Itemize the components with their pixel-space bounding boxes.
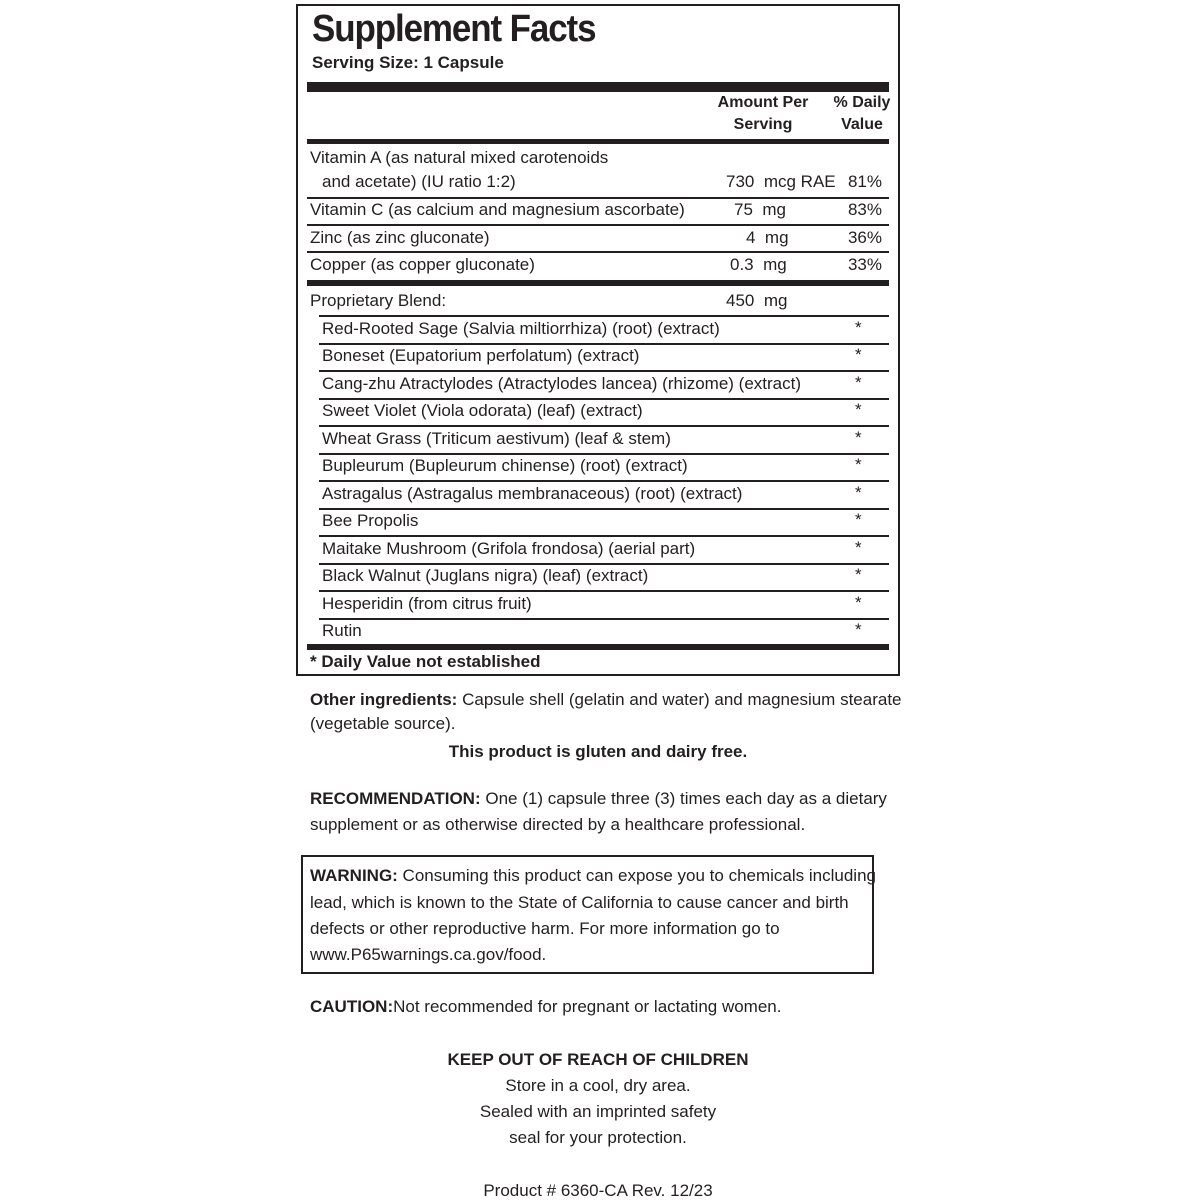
dv-not-established-mark: * — [855, 510, 862, 529]
blend-item: Sweet Violet (Viola odorata) (leaf) (extract) — [322, 401, 643, 420]
blend-item: Maitake Mushroom (Grifola frondosa) (aerial part) — [322, 539, 696, 558]
row-rule — [319, 370, 889, 372]
row-rule — [319, 453, 889, 455]
blend-name: Proprietary Blend: — [310, 291, 447, 310]
row-rule — [319, 590, 889, 592]
thick-divider — [307, 82, 889, 92]
nutrient-amount: 75 mg — [734, 200, 786, 219]
blend-divider — [307, 280, 889, 286]
other-ingredients: Other ingredients: Capsule shell (gelatin and water) and magnesium stearate — [310, 690, 902, 709]
nutrient-amount: 4 mg — [746, 228, 789, 247]
row-rule — [319, 315, 889, 317]
blend-item: Astragalus (Astragalus membranaceous) (root) (extract) — [322, 484, 743, 503]
blend-item: Rutin — [322, 621, 362, 640]
nutrient-dv: 36% — [847, 228, 882, 247]
blend-item: Wheat Grass (Triticum aestivum) (leaf & stem) — [322, 429, 671, 448]
serving-size: Serving Size: 1 Capsule — [312, 53, 504, 72]
row-rule — [307, 251, 889, 253]
supplement-facts-panel — [296, 4, 900, 676]
bottom-divider — [307, 644, 889, 650]
storage-line: seal for your protection. — [509, 1128, 687, 1147]
row-rule — [319, 480, 889, 482]
dv-not-established-mark: * — [855, 483, 862, 502]
warning-text: WARNING: Consuming this product can expose you to chemicals including — [310, 866, 876, 885]
dv-not-established-mark: * — [855, 565, 862, 584]
warning-link: www.P65warnings.ca.gov/food. — [310, 945, 547, 964]
keep-out-of-reach: KEEP OUT OF REACH OF CHILDREN — [447, 1050, 749, 1069]
nutrient-name-cont: and acetate) (IU ratio 1:2) — [322, 172, 516, 191]
nutrient-amount: 0.3 mg — [730, 255, 787, 274]
nutrient-name: Copper (as copper gluconate) — [310, 255, 535, 274]
storage-line: Store in a cool, dry area. — [505, 1076, 691, 1095]
amount-per-serving-header: Amount Per Serving — [717, 94, 809, 133]
row-rule — [319, 535, 889, 537]
nutrient-dv: 33% — [847, 255, 882, 274]
dv-not-established-mark: * — [855, 538, 862, 557]
storage-line: Sealed with an imprinted safety — [479, 1102, 717, 1121]
dv-not-established-mark: * — [855, 455, 862, 474]
daily-value-footnote: * Daily Value not established — [310, 652, 541, 671]
blend-item: Red-Rooted Sage (Salvia miltiorrhiza) (root) (extract) — [322, 319, 720, 338]
nutrient-name: Vitamin A (as natural mixed carotenoids — [310, 148, 609, 167]
nutrient-name: Vitamin C (as calcium and magnesium ascorbate) — [310, 200, 685, 219]
warning-text-line3: defects or other reproductive harm. For more information go to — [310, 919, 780, 938]
nutrient-amount: 730 mcg RAE — [726, 172, 836, 191]
caution: CAUTION:Not recommended for pregnant or lactating women. — [310, 997, 782, 1016]
blend-item: Cang-zhu Atractylodes (Atractylodes lancea) (rhizome) (extract) — [322, 374, 802, 393]
row-rule — [319, 508, 889, 510]
nutrient-dv: 83% — [847, 200, 882, 219]
row-rule — [319, 563, 889, 565]
row-rule — [319, 398, 889, 400]
daily-value-header: % Daily Value — [833, 94, 891, 133]
row-rule — [319, 425, 889, 427]
blend-item: Boneset (Eupatorium perfolatum) (extract) — [322, 346, 640, 365]
blend-amount: 450 mg — [726, 291, 788, 310]
gluten-free-statement: This product is gluten and dairy free. — [448, 742, 748, 761]
product-code: Product # 6360-CA Rev. 12/23 — [483, 1181, 713, 1200]
blend-item: Bee Propolis — [322, 511, 419, 530]
blend-item: Black Walnut (Juglans nigra) (leaf) (extract) — [322, 566, 649, 585]
dv-not-established-mark: * — [855, 373, 862, 392]
recommendation-cont: supplement or as otherwise directed by a healthcare professional. — [310, 815, 806, 834]
other-ingredients-cont: (vegetable source). — [310, 714, 456, 733]
dv-not-established-mark: * — [855, 593, 862, 612]
panel-title: Supplement Facts — [312, 8, 596, 50]
dv-not-established-mark: * — [855, 620, 862, 639]
header-divider — [307, 139, 889, 144]
blend-item: Bupleurum (Bupleurum chinense) (root) (extract) — [322, 456, 688, 475]
warning-text-line2: lead, which is known to the State of California to cause cancer and birth — [310, 893, 849, 912]
recommendation: RECOMMENDATION: One (1) capsule three (3) times each day as a dietary — [310, 789, 887, 808]
nutrient-name: Zinc (as zinc gluconate) — [310, 228, 490, 247]
dv-not-established-mark: * — [855, 345, 862, 364]
dv-not-established-mark: * — [855, 400, 862, 419]
row-rule — [319, 343, 889, 345]
dv-not-established-mark: * — [855, 428, 862, 447]
row-rule — [307, 197, 889, 199]
row-rule — [319, 618, 889, 620]
blend-item: Hesperidin (from citrus fruit) — [322, 594, 532, 613]
dv-not-established-mark: * — [855, 318, 862, 337]
row-rule — [307, 224, 889, 226]
nutrient-dv: 81% — [847, 172, 882, 191]
